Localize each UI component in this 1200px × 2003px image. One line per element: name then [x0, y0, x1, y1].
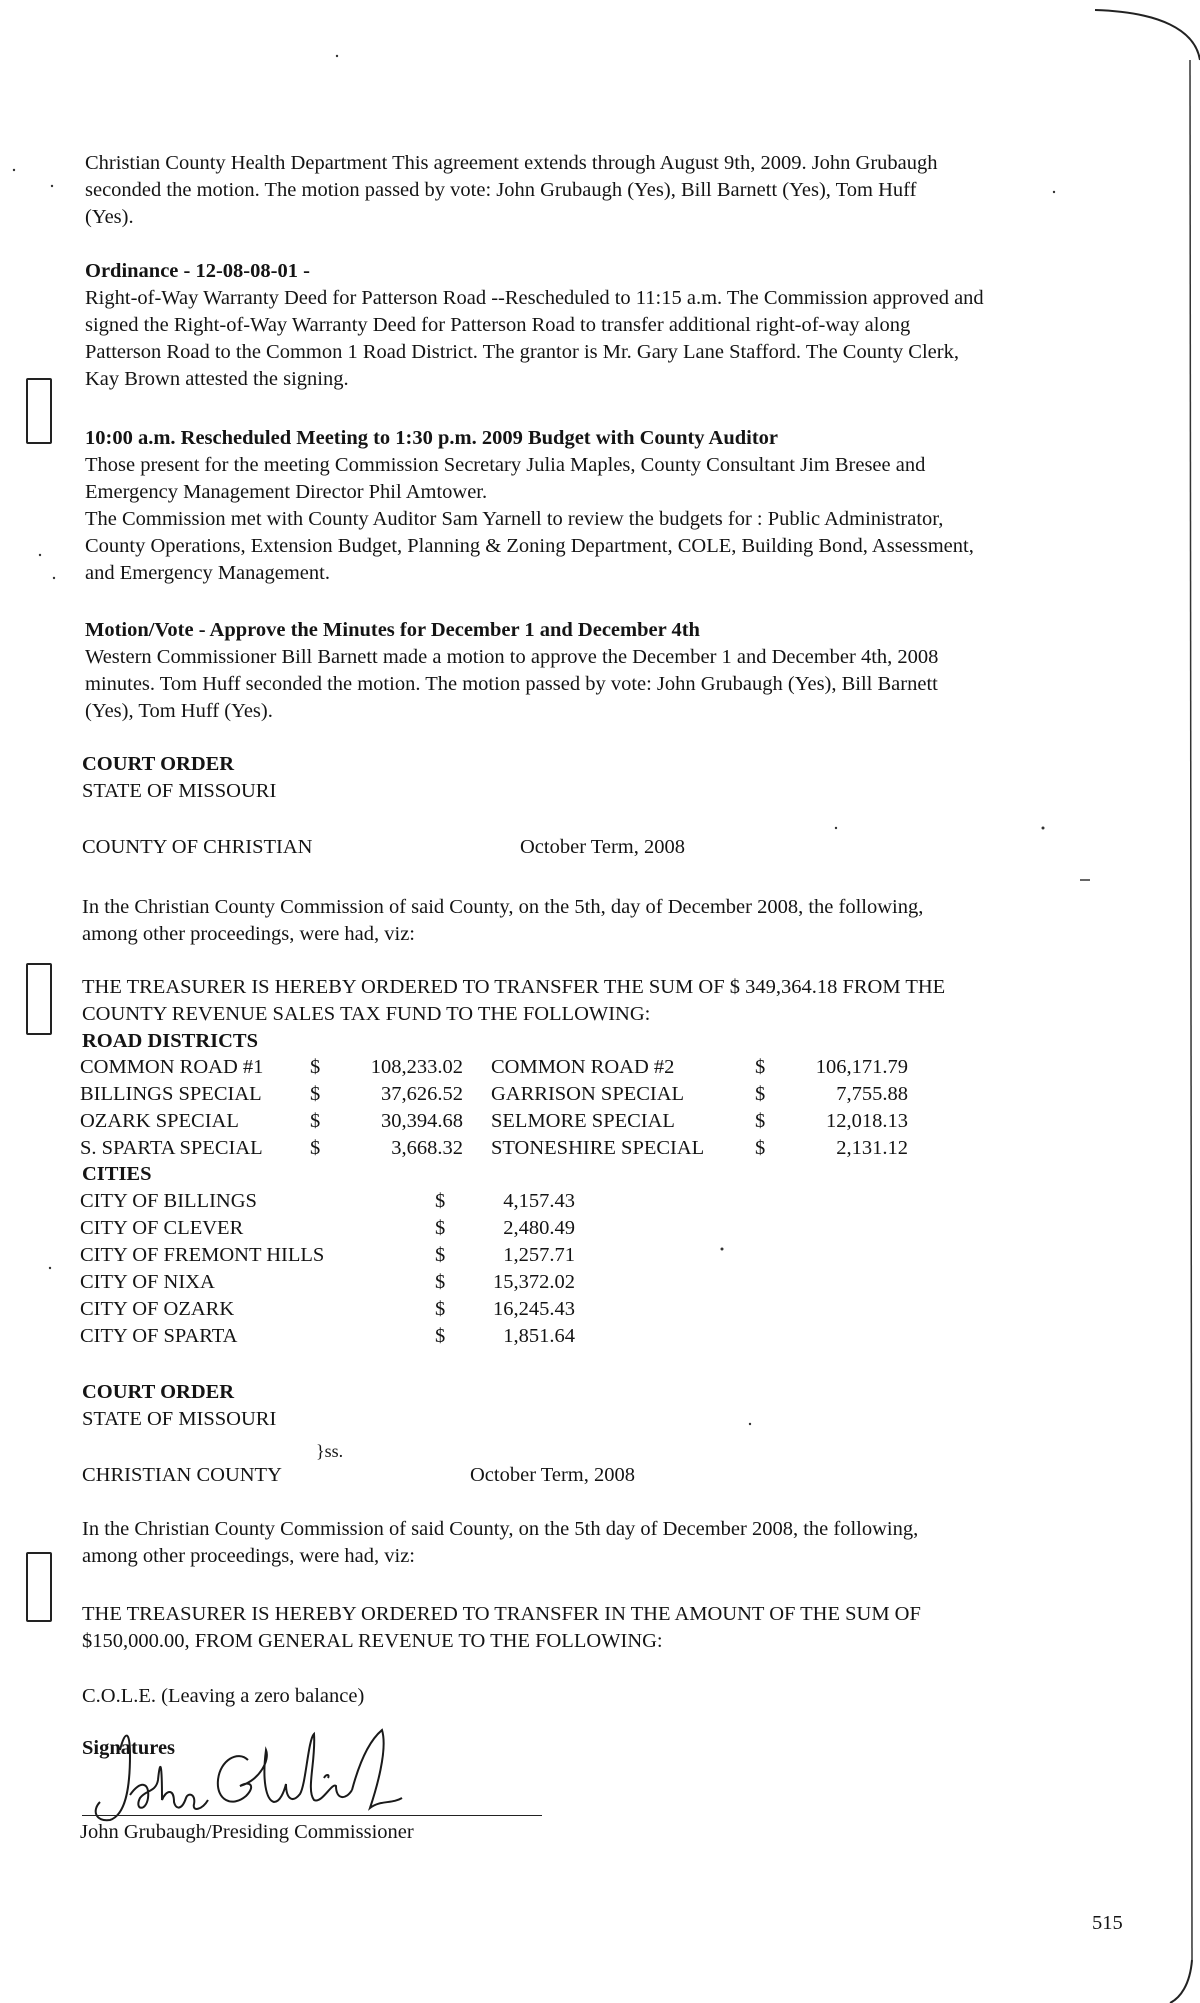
- city-amount: 1,257.71: [503, 1244, 575, 1266]
- road-district-name: SELMORE SPECIAL: [491, 1110, 675, 1132]
- dollar-sign: $: [435, 1271, 446, 1293]
- cities-heading: CITIES: [82, 1163, 152, 1185]
- city-name: CITY OF CLEVER: [80, 1217, 244, 1239]
- term-label: October Term, 2008: [470, 1464, 635, 1486]
- city-name: CITY OF BILLINGS: [80, 1190, 257, 1212]
- city-name: CITY OF OZARK: [80, 1298, 235, 1320]
- dollar-sign: $: [435, 1325, 446, 1347]
- proceedings-line: In the Christian County Commission of said County, on the 5th, day of December 2008, the following,: [82, 896, 924, 918]
- dollar-sign: $: [755, 1110, 766, 1132]
- road-district-name: GARRISON SPECIAL: [491, 1083, 685, 1105]
- city-name: CITY OF SPARTA: [80, 1325, 238, 1347]
- margin-bracket: [26, 378, 52, 444]
- signature-line: [82, 1815, 542, 1816]
- minutes-section: [85, 617, 1135, 725]
- court-order-heading: COURT ORDER: [82, 753, 235, 775]
- intro-line: Christian County Health Department This agreement extends through August 9th, 2009. John Grubaugh: [85, 152, 938, 174]
- road-district-name: COMMON ROAD #1: [80, 1056, 264, 1078]
- state-label: STATE OF MISSOURI: [82, 780, 277, 802]
- city-amount: 16,245.43: [493, 1298, 575, 1320]
- road-district-amount: 7,755.88: [836, 1083, 908, 1105]
- road-district-name: STONESHIRE SPECIAL: [491, 1137, 705, 1159]
- dollar-sign: $: [755, 1137, 766, 1159]
- proceedings-line: In the Christian County Commission of said County, on the 5th day of December 2008, the following,: [82, 1518, 919, 1540]
- dollar-sign: $: [310, 1137, 321, 1159]
- term-label: October Term, 2008: [520, 836, 685, 858]
- road-district-amount: 37,626.52: [381, 1083, 463, 1105]
- budget-line: Emergency Management Director Phil Amtower.: [85, 481, 488, 503]
- page-number: 515: [1092, 1912, 1123, 1934]
- minutes-line: minutes. Tom Huff seconded the motion. The motion passed by vote: John Grubaugh (Yes), Bill Barnett: [85, 673, 938, 695]
- road-district-amount: 30,394.68: [381, 1110, 463, 1132]
- dollar-sign: $: [435, 1298, 446, 1320]
- county-label: COUNTY OF CHRISTIAN: [82, 836, 313, 858]
- road-district-name: S. SPARTA SPECIAL: [80, 1137, 263, 1159]
- city-name: CITY OF NIXA: [80, 1271, 215, 1293]
- state-label: STATE OF MISSOURI: [82, 1408, 277, 1430]
- order-line: COUNTY REVENUE SALES TAX FUND TO THE FOLLOWING:: [82, 1003, 651, 1025]
- road-district-amount: 108,233.02: [370, 1056, 463, 1078]
- dollar-sign: $: [435, 1190, 446, 1212]
- road-district-name: BILLINGS SPECIAL: [80, 1083, 262, 1105]
- dollar-sign: $: [310, 1083, 321, 1105]
- road-district-amount: 2,131.12: [836, 1137, 908, 1159]
- dollar-sign: $: [310, 1056, 321, 1078]
- handwritten-signature: [70, 1720, 430, 1830]
- court-order-1-header: [82, 751, 1132, 805]
- road-district-name: COMMON ROAD #2: [491, 1056, 675, 1078]
- proceedings-line: among other proceedings, were had, viz:: [82, 1545, 416, 1567]
- county-label: CHRISTIAN COUNTY: [82, 1464, 282, 1486]
- court-order-2-header: [82, 1379, 1132, 1433]
- minutes-heading: Motion/Vote - Approve the Minutes for December 1 and December 4th: [85, 619, 700, 641]
- city-amount: 1,851.64: [503, 1325, 575, 1347]
- intro-line: (Yes).: [85, 206, 134, 228]
- dollar-sign: $: [755, 1056, 766, 1078]
- city-name: CITY OF FREMONT HILLS: [80, 1244, 325, 1266]
- dollar-sign: $: [755, 1083, 766, 1105]
- dollar-sign: $: [310, 1110, 321, 1132]
- minutes-line: (Yes), Tom Huff (Yes).: [85, 700, 273, 722]
- order-line: THE TREASURER IS HEREBY ORDERED TO TRANSFER THE SUM OF $ 349,364.18 FROM THE: [82, 976, 946, 998]
- margin-bracket: [26, 1552, 52, 1622]
- budget-line: County Operations, Extension Budget, Planning & Zoning Department, COLE, Building Bond, Assessment,: [85, 535, 974, 557]
- ordinance-line: Kay Brown attested the signing.: [85, 368, 349, 390]
- ordinance-line: Right-of-Way Warranty Deed for Patterson Road --Rescheduled to 11:15 a.m. The Commission approved and: [85, 287, 984, 309]
- proceedings-line: among other proceedings, were had, viz:: [82, 923, 416, 945]
- ordinance-line: Patterson Road to the Common 1 Road District. The grantor is Mr. Gary Lane Stafford. The County Clerk,: [85, 341, 959, 363]
- city-amount: 15,372.02: [493, 1271, 575, 1293]
- intro-line: seconded the motion. The motion passed by vote: John Grubaugh (Yes), Bill Barnett (Yes), Tom Huff: [85, 179, 917, 201]
- road-district-name: OZARK SPECIAL: [80, 1110, 239, 1132]
- cole-item: C.O.L.E. (Leaving a zero balance): [82, 1685, 365, 1707]
- budget-section: [85, 425, 1135, 587]
- city-amount: 2,480.49: [503, 1217, 575, 1239]
- minutes-line: Western Commissioner Bill Barnett made a motion to approve the December 1 and December 4th, 2008: [85, 646, 939, 668]
- signatures-heading: Signatures: [82, 1737, 176, 1759]
- ordinance-section: [85, 258, 1135, 393]
- transfer-order-1: [82, 974, 1132, 1055]
- intro-paragraph: [85, 150, 1135, 231]
- road-districts-heading: ROAD DISTRICTS: [82, 1030, 259, 1052]
- city-amount: 4,157.43: [503, 1190, 575, 1212]
- order-line: $150,000.00, FROM GENERAL REVENUE TO THE FOLLOWING:: [82, 1630, 663, 1652]
- ss-mark: }ss.: [316, 1441, 344, 1461]
- budget-line: The Commission met with County Auditor Sam Yarnell to review the budgets for : Public Administrator,: [85, 508, 944, 530]
- margin-bracket: [26, 963, 52, 1035]
- budget-line: and Emergency Management.: [85, 562, 330, 584]
- budget-heading: 10:00 a.m. Rescheduled Meeting to 1:30 p.m. 2009 Budget with County Auditor: [85, 427, 779, 449]
- dollar-sign: $: [435, 1217, 446, 1239]
- court-order-heading: COURT ORDER: [82, 1381, 235, 1403]
- court-order-1-body: [82, 894, 1132, 948]
- budget-line: Those present for the meeting Commission Secretary Julia Maples, County Consultant Jim Bresee and: [85, 454, 926, 476]
- road-district-amount: 3,668.32: [391, 1137, 463, 1159]
- signer-name: John Grubaugh/Presiding Commissioner: [80, 1821, 414, 1843]
- ordinance-heading: Ordinance - 12-08-08-01 -: [85, 260, 310, 282]
- dollar-sign: $: [435, 1244, 446, 1266]
- transfer-order-2: [82, 1601, 1132, 1655]
- road-district-amount: 12,018.13: [826, 1110, 908, 1132]
- order-line: THE TREASURER IS HEREBY ORDERED TO TRANSFER IN THE AMOUNT OF THE SUM OF: [82, 1603, 921, 1625]
- road-district-amount: 106,171.79: [815, 1056, 908, 1078]
- court-order-2-body: [82, 1516, 1132, 1570]
- ordinance-line: signed the Right-of-Way Warranty Deed for Patterson Road to transfer additional right-of-way along: [85, 314, 911, 336]
